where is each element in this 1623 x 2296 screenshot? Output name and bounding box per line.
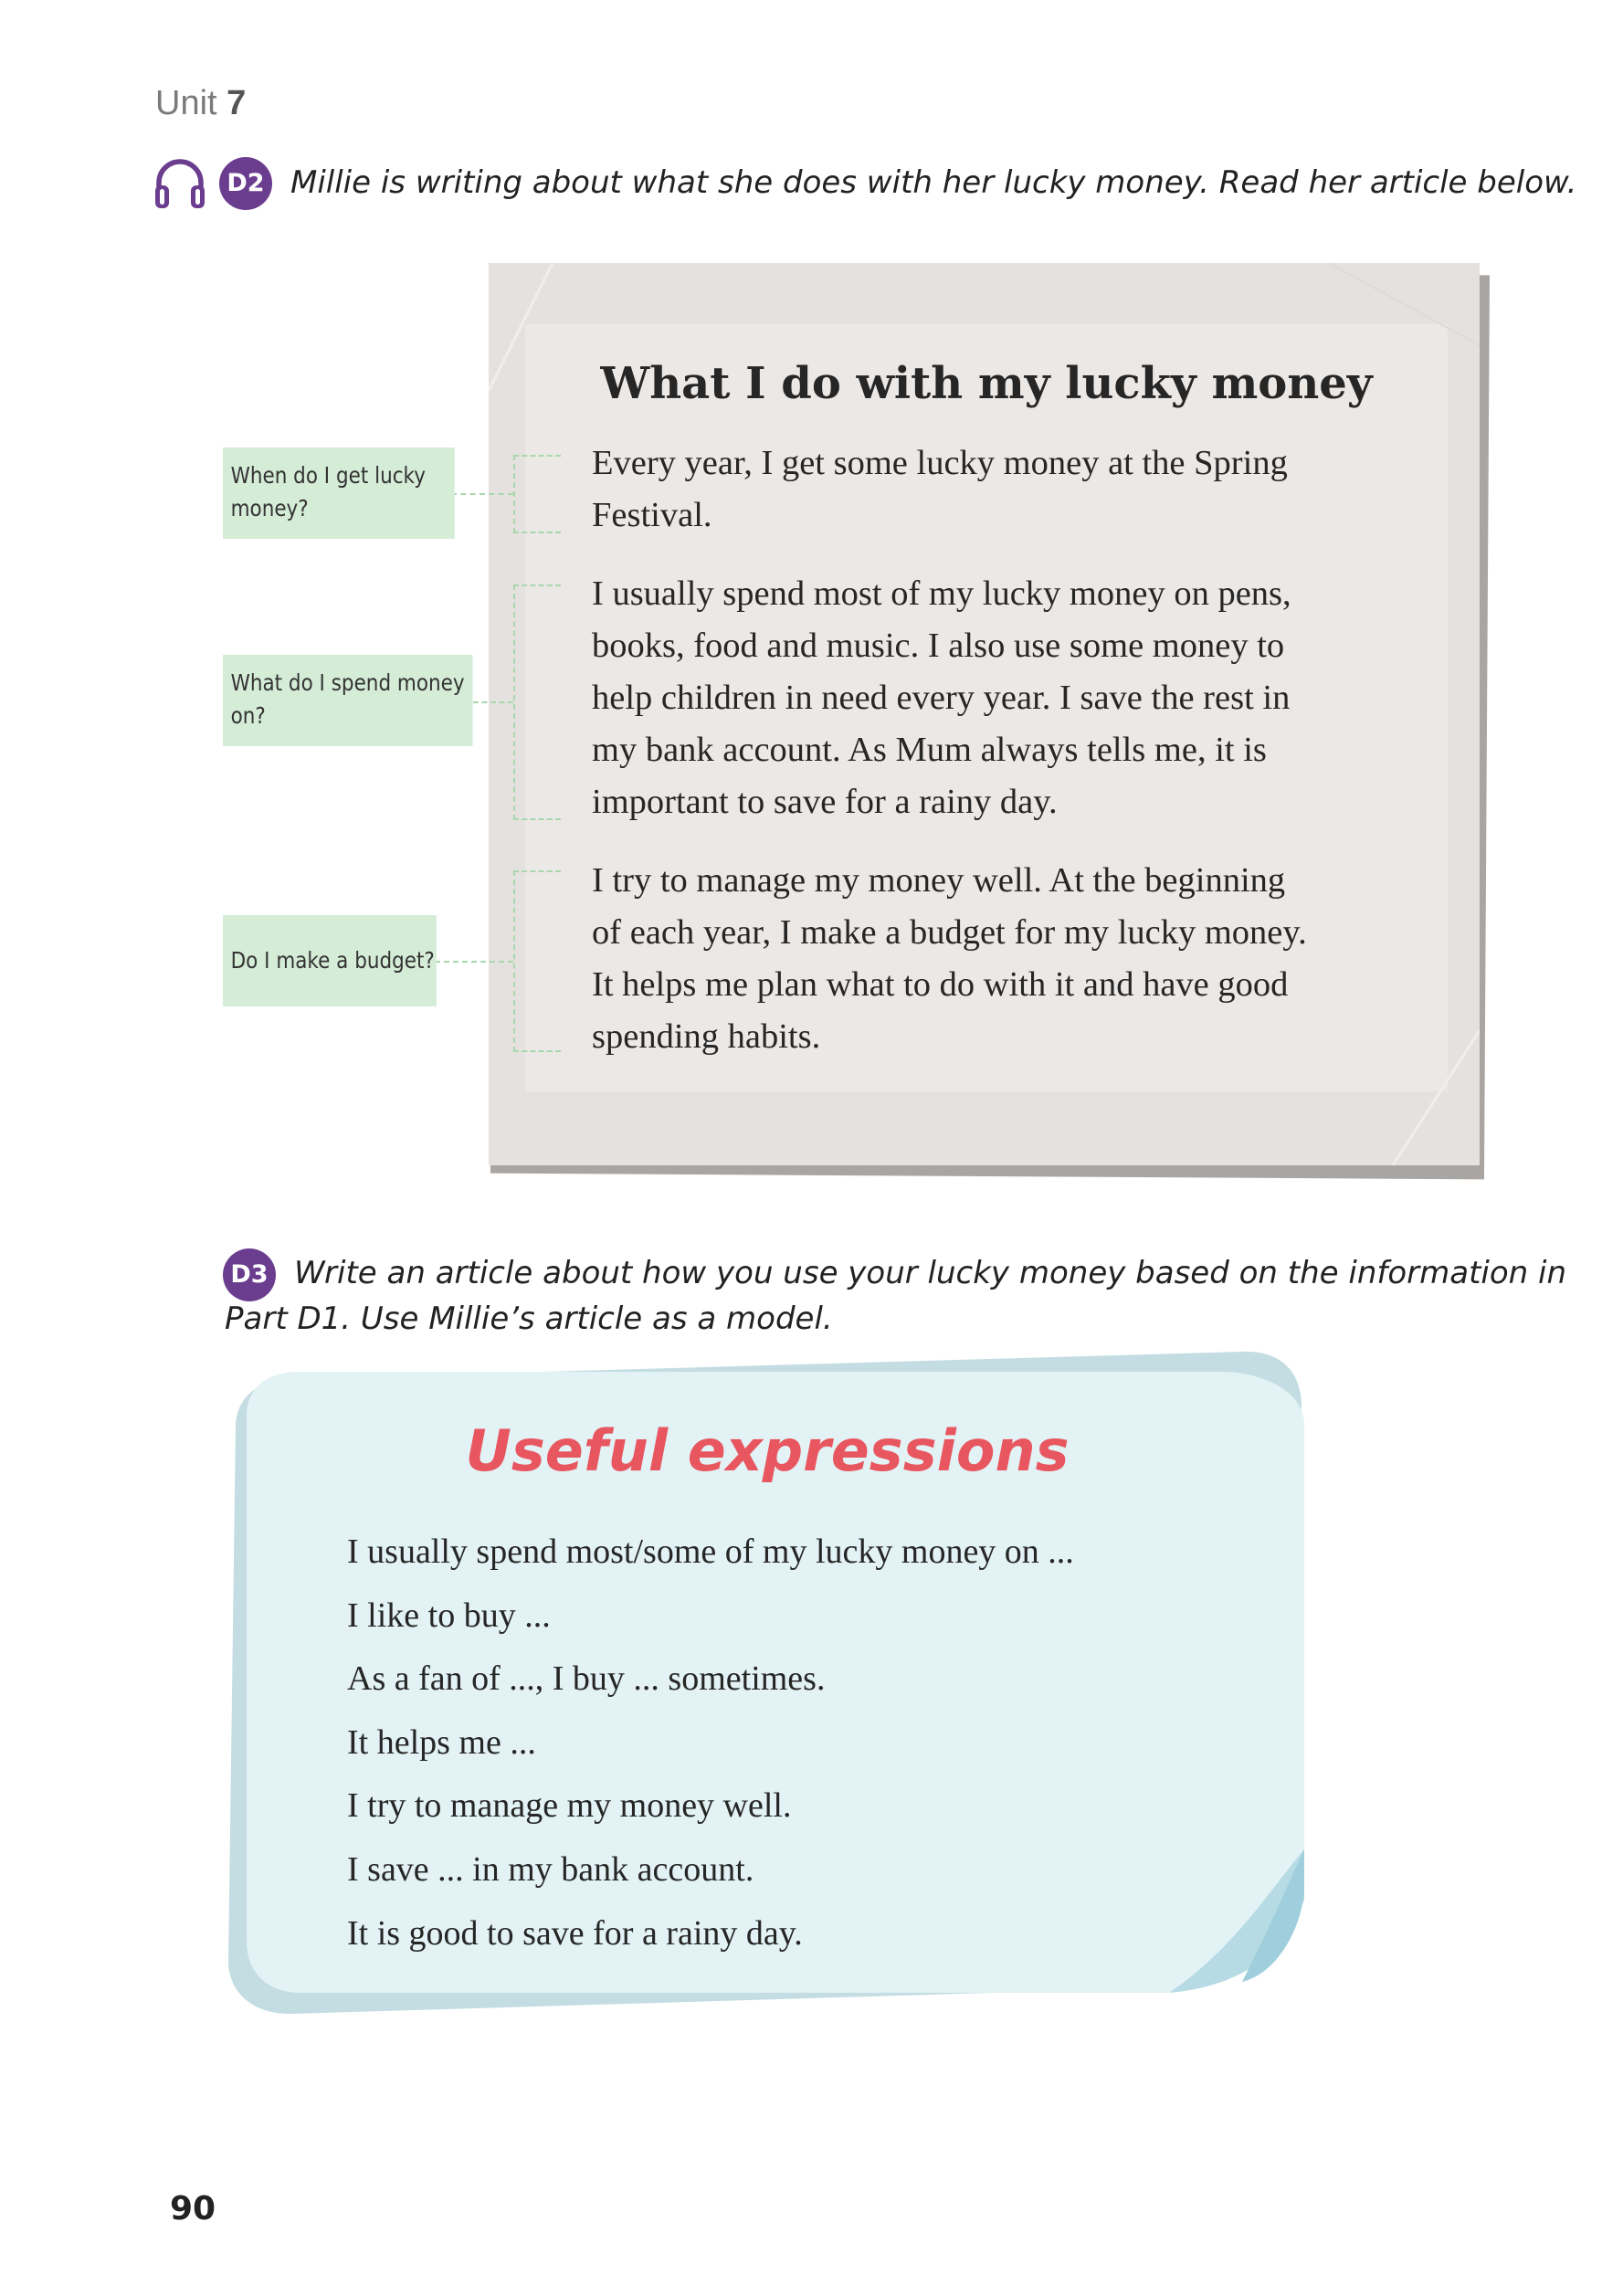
d2-badge: D2 xyxy=(219,157,272,210)
expression-item: It is good to save for a rainy day. xyxy=(347,1913,803,1953)
paragraph-line: important to save for a rainy day. xyxy=(592,783,1058,821)
question-connector xyxy=(473,701,513,703)
paragraph-line: I try to manage my money well. At the beginning xyxy=(592,861,1286,900)
question-box xyxy=(223,915,437,1006)
paragraph-bracket xyxy=(513,455,561,533)
article-paragraph xyxy=(592,568,1414,828)
expression-item: It helps me ... xyxy=(347,1722,536,1762)
paragraph-line: Every year, I get some lucky money at the Spring xyxy=(592,444,1288,482)
d3-badge: D3 xyxy=(223,1248,276,1301)
question-line: What do I spend money xyxy=(230,669,465,696)
paragraph-line: of each year, I make a budget for my lucky money. xyxy=(592,913,1307,952)
paragraph-bracket xyxy=(513,870,561,1052)
expression-item: I try to manage my money well. xyxy=(347,1786,792,1826)
article-paragraph xyxy=(592,437,1414,542)
expression-item: I like to buy ... xyxy=(347,1596,551,1635)
unit-label: Unit xyxy=(155,84,217,122)
question-box xyxy=(223,448,455,539)
article-paragraph xyxy=(592,855,1414,1063)
paragraph-line: I usually spend most of my lucky money on pens, xyxy=(592,574,1291,613)
question-box xyxy=(223,655,472,746)
question-line: on? xyxy=(230,702,266,729)
article-title: What I do with my lucky money xyxy=(600,358,1373,409)
paragraph-bracket xyxy=(513,585,561,820)
paragraph-line: It helps me plan what to do with it and have good xyxy=(592,965,1289,1004)
useful-expressions-list xyxy=(347,1521,1074,1965)
d3-instruction-line1: Write an article about how you use your lucky money based on the information in xyxy=(294,1255,1567,1291)
unit-number: 7 xyxy=(227,84,247,122)
useful-expressions-title: Useful expressions xyxy=(465,1417,1070,1484)
question-line: Do I make a budget? xyxy=(230,947,435,974)
paragraph-line: books, food and music. I also use some money to xyxy=(592,627,1285,665)
paragraph-line: Festival. xyxy=(592,496,712,534)
expression-item: I usually spend most/some of my lucky money on ... xyxy=(347,1532,1074,1571)
question-line: money? xyxy=(230,495,309,521)
headphones-icon xyxy=(152,155,208,212)
question-line: When do I get lucky xyxy=(230,462,426,489)
question-connector xyxy=(435,961,513,963)
paragraph-line: help children in need every year. I save the rest in xyxy=(592,679,1291,717)
d3-instruction-line2: Part D1. Use Millie’s article as a model. xyxy=(225,1301,833,1337)
paragraph-line: my bank account. As Mum always tells me, it is xyxy=(592,731,1267,769)
paragraph-line: spending habits. xyxy=(592,1017,821,1056)
page-number: 90 xyxy=(170,2190,216,2228)
expression-item: I save ... in my bank account. xyxy=(347,1849,754,1889)
question-connector xyxy=(451,493,513,495)
d2-instruction: Millie is writing about what she does with her lucky money. Read her article below. xyxy=(290,164,1577,201)
expression-item: As a fan of ..., I buy ... sometimes. xyxy=(347,1659,826,1699)
unit-heading xyxy=(155,84,246,123)
